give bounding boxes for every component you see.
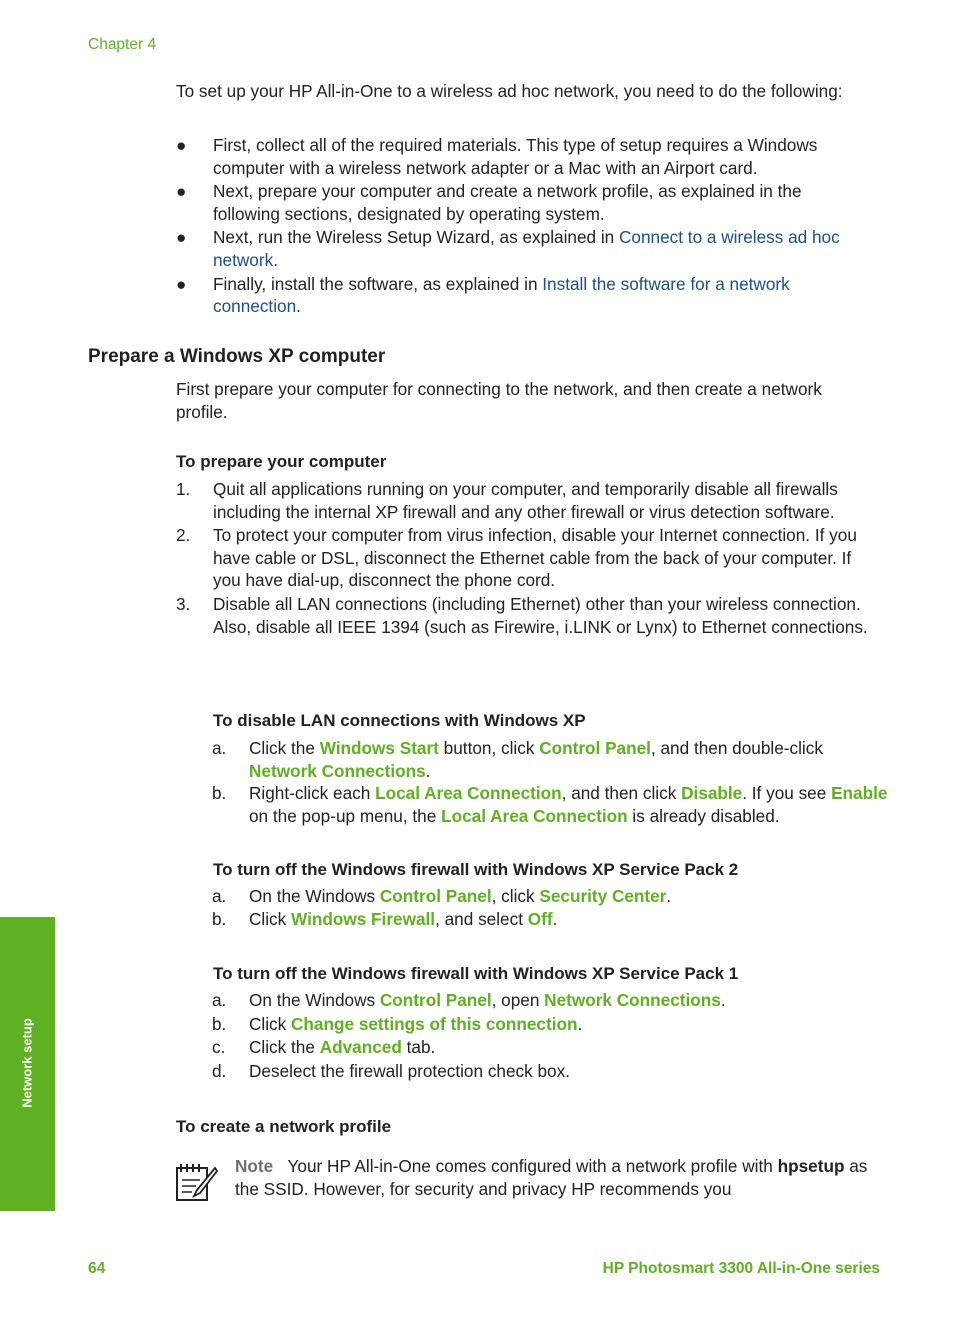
list-item bbox=[212, 1013, 889, 1036]
ui-off: Off bbox=[527, 908, 553, 929]
list-item bbox=[176, 273, 873, 318]
list-item bbox=[212, 782, 889, 827]
link-install-software-network[interactable]: Install the software for a network connection bbox=[213, 273, 790, 317]
step-text: is already disabled. bbox=[627, 805, 780, 826]
bullet-marker: ● bbox=[176, 273, 187, 294]
step-letter: b. bbox=[212, 908, 227, 929]
ui-control-panel: Control Panel bbox=[379, 990, 492, 1010]
prepare-heading: To prepare your computer bbox=[176, 452, 387, 471]
step-text: , and select bbox=[435, 908, 528, 929]
step-text: , click bbox=[491, 886, 540, 906]
link-connect-wireless-ad-hoc[interactable]: Connect to a wireless ad hoc network bbox=[213, 227, 840, 270]
ui-control-panel: Control Panel bbox=[379, 886, 492, 906]
note-ssid: hpsetup bbox=[777, 1156, 845, 1176]
prepare-steps bbox=[176, 478, 875, 638]
step-text: Click bbox=[249, 1013, 292, 1034]
sp1-heading: To turn off the Windows firewall with Windows XP Service Pack 1 bbox=[213, 964, 739, 983]
step-text: Click the bbox=[249, 1037, 320, 1058]
list-item bbox=[212, 737, 889, 782]
step-text: On the Windows bbox=[249, 886, 380, 906]
ui-windows-firewall: Windows Firewall bbox=[291, 908, 436, 929]
ui-control-panel: Control Panel bbox=[539, 738, 651, 758]
step-text: tab. bbox=[401, 1037, 436, 1058]
lan-steps bbox=[212, 737, 889, 827]
note-label: Note bbox=[235, 1156, 274, 1176]
list-item bbox=[212, 1036, 889, 1059]
intro-paragraph: To set up your HP All-in-One to a wireless ad hoc network, you need to do the following: bbox=[176, 81, 843, 101]
step-text: Quit all applications running on your computer, and temporarily disable all firewalls including the internal XP firewall and any other firewall or virus detection software. bbox=[213, 479, 838, 522]
ui-enable: Enable bbox=[831, 783, 888, 804]
ui-change-settings: Change settings of this connection bbox=[291, 1013, 578, 1034]
step-text: Deselect the firewall protection check box. bbox=[249, 1060, 570, 1081]
side-tab-label: Network setup bbox=[19, 1018, 35, 1108]
ui-security-center: Security Center bbox=[539, 886, 667, 906]
step-text: , and then click bbox=[561, 783, 682, 804]
list-item bbox=[212, 1060, 889, 1083]
step-text: . If you see bbox=[742, 783, 832, 804]
list-item bbox=[212, 989, 889, 1012]
step-text: on the pop-up menu, the bbox=[249, 805, 442, 826]
sp2-heading: To turn off the Windows firewall with Windows XP Service Pack 2 bbox=[213, 860, 739, 879]
ui-advanced-tab: Advanced bbox=[319, 1037, 402, 1058]
step-text: Click bbox=[249, 908, 292, 929]
ui-local-area-connection: Local Area Connection bbox=[441, 805, 628, 826]
list-item bbox=[176, 593, 875, 638]
step-text: Click the bbox=[249, 738, 320, 758]
bullet-text: Finally, install the software, as explained in bbox=[213, 273, 543, 294]
list-item bbox=[176, 226, 873, 271]
step-text: On the Windows bbox=[249, 990, 380, 1010]
profile-heading: To create a network profile bbox=[176, 1117, 392, 1136]
ui-network-connections: Network Connections bbox=[249, 760, 426, 781]
bullet-text-end: . bbox=[296, 296, 301, 317]
note-icon bbox=[175, 1160, 219, 1202]
step-letter: b. bbox=[212, 1013, 227, 1034]
note-text: Your HP All-in-One comes configured with a network profile with bbox=[287, 1156, 778, 1176]
bullet-marker: ● bbox=[176, 135, 187, 155]
step-text: Disable all LAN connections (including Ethernet) other than your wireless connection. Also, disable all IEEE 1394 (such as Firewire, i.LINK or Lynx) to Ethernet connections. bbox=[213, 593, 868, 637]
sp2-steps bbox=[212, 885, 889, 930]
step-letter: a. bbox=[212, 990, 227, 1010]
ui-disable: Disable bbox=[681, 783, 743, 804]
bullet-text: Next, prepare your computer and create a network profile, as explained in the following sections, designated by operating system. bbox=[213, 181, 802, 224]
step-number: 1. bbox=[176, 479, 191, 499]
bullet-text: First, collect all of the required materials. This type of setup requires a Windows computer with a wireless network adapter or a Mac with an Airport card. bbox=[213, 135, 818, 178]
note-block bbox=[235, 1155, 885, 1200]
step-letter: a. bbox=[212, 738, 227, 758]
note-text: as the SSID. However, for security and privacy HP recommends you bbox=[235, 1156, 868, 1199]
list-item bbox=[212, 908, 889, 931]
step-text: button, click bbox=[438, 738, 540, 758]
list-item bbox=[176, 134, 873, 179]
step-text: . bbox=[720, 990, 726, 1010]
step-text: , and then double-click bbox=[650, 738, 823, 758]
step-letter: a. bbox=[212, 886, 227, 906]
bullet-marker: ● bbox=[176, 181, 187, 202]
step-letter: c. bbox=[212, 1037, 226, 1058]
section-intro: First prepare your computer for connecting to the network, and then create a network profile. bbox=[176, 379, 822, 422]
step-text: To protect your computer from virus infection, disable your Internet connection. If you have cable or DSL, disconnect the Ethernet cable from the back of your computer. If you have dial-up, disconnect the phone cord. bbox=[213, 525, 857, 591]
ui-windows-start: Windows Start bbox=[319, 738, 439, 758]
list-item bbox=[176, 478, 875, 523]
bullet-text: Next, run the Wireless Setup Wizard, as explained in bbox=[213, 227, 619, 248]
step-number: 2. bbox=[176, 525, 191, 546]
list-item bbox=[176, 180, 873, 225]
lan-heading: To disable LAN connections with Windows XP bbox=[213, 711, 586, 730]
step-text: . bbox=[552, 908, 558, 929]
ui-local-area-connection: Local Area Connection bbox=[375, 783, 562, 804]
ui-network-connections: Network Connections bbox=[544, 990, 721, 1010]
step-letter: d. bbox=[212, 1060, 227, 1081]
product-name: HP Photosmart 3300 All-in-One series bbox=[602, 1260, 880, 1277]
page-number: 64 bbox=[88, 1260, 106, 1277]
list-item bbox=[212, 885, 889, 908]
step-text: , open bbox=[491, 990, 545, 1010]
step-text: . bbox=[425, 760, 431, 781]
step-text: . bbox=[666, 886, 672, 906]
bullet-text-end: . bbox=[273, 249, 278, 270]
section-title: Prepare a Windows XP computer bbox=[88, 346, 386, 367]
requirements-list bbox=[176, 134, 873, 318]
step-text: Right-click each bbox=[249, 783, 376, 804]
sp1-steps bbox=[212, 989, 889, 1082]
chapter-label: Chapter 4 bbox=[88, 36, 157, 53]
step-text: . bbox=[577, 1013, 583, 1034]
bullet-marker: ● bbox=[176, 227, 187, 248]
step-number: 3. bbox=[176, 593, 191, 614]
step-letter: b. bbox=[212, 783, 227, 804]
list-item bbox=[176, 524, 875, 592]
